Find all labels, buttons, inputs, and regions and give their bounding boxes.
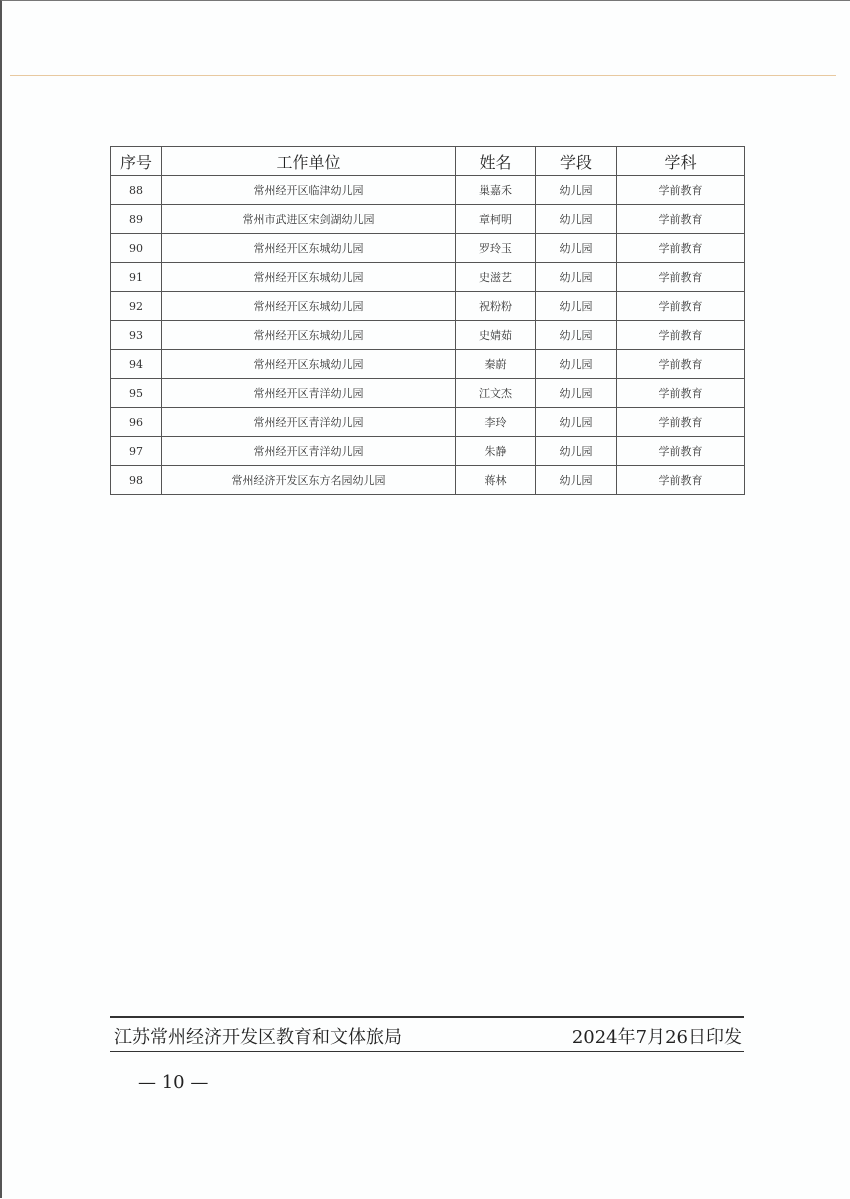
cell-stage: 幼儿园 (536, 176, 617, 205)
cell-name: 巢嘉禾 (456, 176, 536, 205)
cell-unit: 常州经开区青洋幼儿园 (162, 408, 456, 437)
cell-stage: 幼儿园 (536, 321, 617, 350)
cell-name: 秦蔚 (456, 350, 536, 379)
cell-index: 94 (111, 350, 162, 379)
cell-index: 90 (111, 234, 162, 263)
cell-unit: 常州经开区东城幼儿园 (162, 263, 456, 292)
cell-stage: 幼儿园 (536, 263, 617, 292)
cell-name: 李玲 (456, 408, 536, 437)
cell-subject: 学前教育 (617, 437, 745, 466)
cell-index: 93 (111, 321, 162, 350)
cell-unit: 常州经开区临津幼儿园 (162, 176, 456, 205)
header-stage: 学段 (536, 147, 617, 176)
cell-unit: 常州经开区青洋幼儿园 (162, 437, 456, 466)
cell-name: 朱静 (456, 437, 536, 466)
cell-subject: 学前教育 (617, 176, 745, 205)
cell-stage: 幼儿园 (536, 408, 617, 437)
header-rule (10, 75, 836, 76)
cell-subject: 学前教育 (617, 321, 745, 350)
cell-name: 史婧茹 (456, 321, 536, 350)
issuer-name: 江苏常州经济开发区教育和文体旅局 (114, 1027, 402, 1048)
table-row (111, 466, 745, 495)
cell-stage: 幼儿园 (536, 466, 617, 495)
cell-index: 98 (111, 466, 162, 495)
page-number: — 10 — (138, 1072, 209, 1093)
header-unit: 工作单位 (162, 147, 456, 176)
cell-unit: 常州经开区东城幼儿园 (162, 234, 456, 263)
cell-stage: 幼儿园 (536, 234, 617, 263)
table-row (111, 350, 745, 379)
cell-index: 97 (111, 437, 162, 466)
cell-stage: 幼儿园 (536, 292, 617, 321)
table-row (111, 263, 745, 292)
cell-name: 章柯明 (456, 205, 536, 234)
table-row (111, 292, 745, 321)
roster-table (110, 146, 745, 495)
footer-rule-bottom (110, 1051, 744, 1052)
table-row (111, 379, 745, 408)
table-row (111, 234, 745, 263)
footer-rule-top (110, 1016, 744, 1018)
table-header-row (111, 147, 745, 176)
table-row (111, 205, 745, 234)
cell-subject: 学前教育 (617, 350, 745, 379)
cell-stage: 幼儿园 (536, 205, 617, 234)
cell-subject: 学前教育 (617, 408, 745, 437)
cell-subject: 学前教育 (617, 263, 745, 292)
table-row (111, 321, 745, 350)
cell-name: 蒋林 (456, 466, 536, 495)
cell-name: 史滋艺 (456, 263, 536, 292)
cell-unit: 常州经开区东城幼儿园 (162, 292, 456, 321)
cell-unit: 常州经开区东城幼儿园 (162, 350, 456, 379)
cell-stage: 幼儿园 (536, 379, 617, 408)
cell-index: 91 (111, 263, 162, 292)
cell-subject: 学前教育 (617, 234, 745, 263)
header-index: 序号 (111, 147, 162, 176)
cell-index: 92 (111, 292, 162, 321)
cell-unit: 常州经开区东城幼儿园 (162, 321, 456, 350)
cell-subject: 学前教育 (617, 292, 745, 321)
cell-stage: 幼儿园 (536, 350, 617, 379)
table-row (111, 408, 745, 437)
header-name: 姓名 (456, 147, 536, 176)
cell-index: 95 (111, 379, 162, 408)
issue-date: 2024年7月26日印发 (571, 1027, 742, 1048)
cell-subject: 学前教育 (617, 466, 745, 495)
cell-subject: 学前教育 (617, 205, 745, 234)
cell-name: 祝粉粉 (456, 292, 536, 321)
cell-index: 96 (111, 408, 162, 437)
cell-name: 江文杰 (456, 379, 536, 408)
cell-unit: 常州经济开发区东方名园幼儿园 (162, 466, 456, 495)
table-row (111, 437, 745, 466)
cell-unit: 常州市武进区宋剑湖幼儿园 (162, 205, 456, 234)
cell-name: 罗玲玉 (456, 234, 536, 263)
cell-index: 89 (111, 205, 162, 234)
table-row (111, 176, 745, 205)
table-body (111, 176, 745, 495)
cell-stage: 幼儿园 (536, 437, 617, 466)
cell-index: 88 (111, 176, 162, 205)
cell-subject: 学前教育 (617, 379, 745, 408)
header-subject: 学科 (617, 147, 745, 176)
cell-unit: 常州经开区青洋幼儿园 (162, 379, 456, 408)
